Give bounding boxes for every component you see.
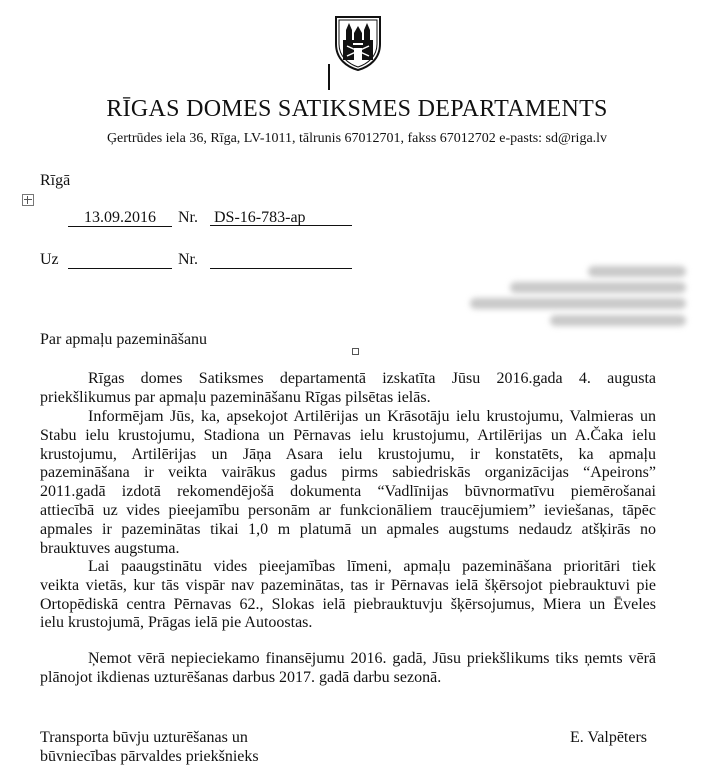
place-label: Rīgā bbox=[40, 172, 71, 189]
body-line: ielu krustojumā, Prāgas ielā pie Autoostas. bbox=[40, 614, 313, 632]
body-line: Ņemot vērā nepieciekamo finansējumu 2016. gadā, Jūsu priekšlikums tiks ņemts vērā bbox=[88, 650, 656, 667]
body-line: Lai paaugstinātu vides pieejamības līmeni, apmaļu pazemināšana prioritāri tiek bbox=[88, 558, 656, 575]
body-line: 2011.gadā izdotā rekomendējošā dokumenta “Vadlīnijas būvnormatīvu piemērošanai bbox=[40, 483, 656, 501]
date-field: 13.09.2016 bbox=[68, 208, 172, 227]
to-date-field bbox=[68, 250, 172, 269]
to-label: Uz bbox=[40, 251, 59, 268]
body-line: apmales ir pazeminātas tikai 1,0 m platumā un apmales augstums nedaudz atšķirās no bbox=[40, 520, 656, 538]
paragraph-mark-icon bbox=[352, 348, 359, 355]
body-line: priekšlikumus par apmaļu pazemināšanu Rīgas pilsētas ielās. bbox=[40, 388, 431, 406]
signer-name: E. Valpēters bbox=[570, 729, 648, 746]
body-line: Stabu ielu krustojumu, Stadiona un Pērnavas ielu krustojumu, Artilērijas un A.Čaka ielu bbox=[40, 426, 656, 444]
body-line: plānojot ikdienas uzturēšanas darbus 2017. gadā darbu sezonā. bbox=[40, 668, 442, 686]
number-label: Nr. bbox=[178, 209, 198, 226]
signer-position-line-1: Transporta būvju uzturēšanas un bbox=[40, 729, 248, 746]
riga-coat-of-arms-icon bbox=[333, 14, 383, 72]
to-number-field bbox=[210, 250, 352, 269]
body-paragraph-4 bbox=[40, 650, 656, 688]
body-paragraph-2 bbox=[40, 408, 656, 558]
signer-position-line-2: būvniecības pārvaldes priekšnieks bbox=[40, 748, 259, 765]
body-line: veikta vietās, kur tās vispār nav pazeminātas, tas ir Pērnavas ielā šķērsojot piebrauktuvi pie bbox=[40, 576, 656, 594]
document-number: DS-16-783-ap bbox=[210, 208, 352, 226]
redacted-recipient bbox=[470, 262, 686, 332]
department-address: Ģertrūdes iela 36, Rīga, LV-1011, tālrunis 67012701, fakss 67012702 e-pasts: sd@riga.lv bbox=[106, 131, 608, 146]
body-line: Ortopēdiskā centra Pērnavas 62., Slokas ielā piebrauktuvju šķērsojumus, Miera un Ēveles bbox=[40, 595, 656, 613]
body-line: pazemināšana ir veikta vairākus gadus pirms sabiedriskās organizācijas “Apeirons” bbox=[40, 464, 656, 482]
letterhead-rule bbox=[328, 64, 330, 90]
body-line: krustojumu, Artilērijas un Jāņa Asara ielu krustojumu, ir konstatēts, ka apmaļu bbox=[40, 445, 656, 463]
body-line: Rīgas domes Satiksmes departamentā izskatīta Jūsu 2016.gada 4. augusta bbox=[88, 370, 656, 387]
body-line: attiecībā uz vides pieejamību personām ar funkcionāliem traucējumiem” ieviešanas, tāpēc bbox=[40, 501, 656, 519]
table-move-handle-icon[interactable] bbox=[22, 194, 34, 206]
to-number-label: Nr. bbox=[178, 251, 198, 268]
body-paragraph-1 bbox=[40, 370, 656, 408]
body-line: brauktuves augstuma. bbox=[40, 539, 180, 557]
subject-line: Par apmaļu pazemināšanu bbox=[40, 331, 208, 348]
body-paragraph-3 bbox=[40, 558, 656, 633]
body-line: Informējam Jūs, ka, apsekojot Artilērijas un Krāsotāju ielu krustojumu, Valmieras un bbox=[88, 408, 656, 425]
department-title: RĪGAS DOMES SATIKSMES DEPARTAMENTS bbox=[106, 96, 608, 122]
